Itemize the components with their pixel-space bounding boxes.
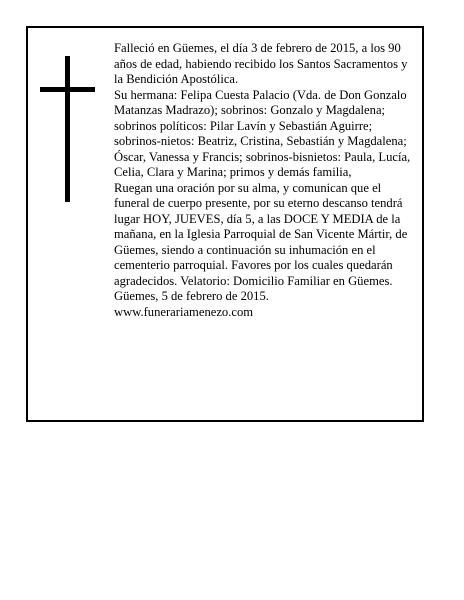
website-text: www.funerariamenezo.com (114, 304, 254, 319)
death-announcement: Falleció en Güemes, el día 3 de febrero de 2015, a los 90 años de edad, habiendo recibido los Santos Sacramentos y la Bendición Apostólica. (114, 41, 408, 86)
notice-body (114, 41, 416, 320)
funeral-details: Ruegan una oración por su alma, y comunican que el funeral de cuerpo presente, por su eterno descanso tendrá lugar HOY, JUEVES, día 5, a las DOCE Y MEDIA de la mañana, en la Iglesia Parroquial de San Vicente Mártir, de Güemes, siendo a continuación su inhumación en el cementerio parroquial. Favores por los cuales quedarán agradecidos. Velatorio: Domicilio Familiar en Güemes. (114, 180, 408, 288)
place-and-date: Güemes, 5 de febrero de 2015. (114, 289, 269, 303)
obituary-notice (26, 26, 424, 422)
cross-vertical-bar (65, 56, 70, 202)
family-list: Su hermana: Felipa Cuesta Palacio (Vda. de Don Gonzalo Matanzas Madrazo); sobrinos: Gonzalo y Magdalena; sobrinos políticos: Pilar Lavín y Sebastián Aguirre; sobrinos-nietos: Beatriz, Cristina, Sebastián y Magdalena; Óscar, Vanessa y Francis; sobrinos-bisnietos: Paula, Lucía, Celia, Clara y Marina; primos y demás familia, (114, 87, 411, 179)
cross-icon (40, 56, 95, 202)
cross-horizontal-bar (40, 87, 95, 92)
